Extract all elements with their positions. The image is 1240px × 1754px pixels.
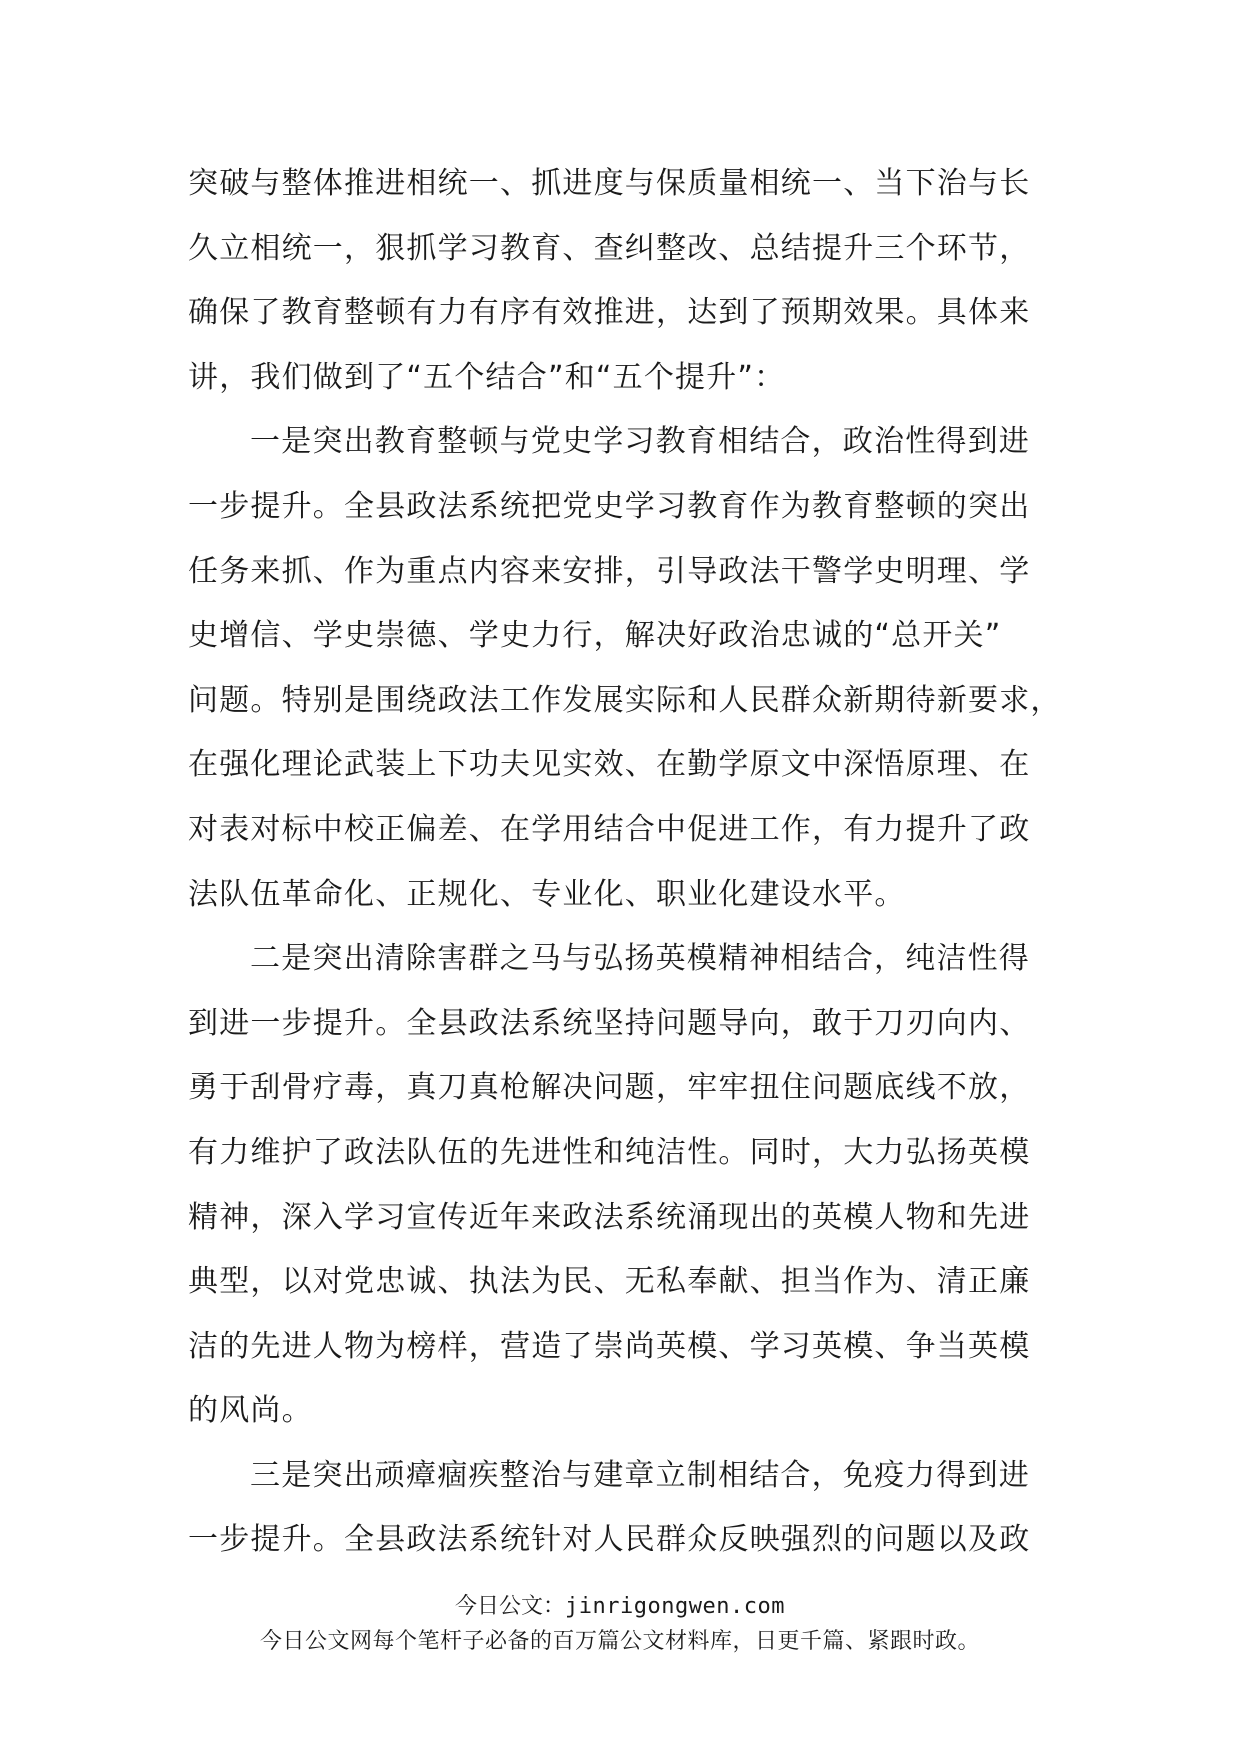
footer-tagline: 今日公文网每个笔杆子必备的百万篇公文材料库，日更千篇、紧跟时政。 — [259, 1629, 980, 1654]
text-line: 问题。特别是围绕政法工作发展实际和人民群众新期待新要求， — [188, 682, 1062, 718]
text-line: 勇于刮骨疗毒，真刀真枪解决问题，牢牢扭住问题底线不放， — [188, 1070, 1031, 1106]
text-line: 典型，以对党忠诚、执法为民、无私奉献、担当作为、清正廉 — [188, 1264, 1031, 1300]
document-body — [188, 152, 1068, 1573]
text-line: 的风尚。 — [188, 1393, 313, 1429]
text-line: 对表对标中校正偏差、在学用结合中促进工作，有力提升了政 — [188, 811, 1031, 847]
text-line: 有力维护了政法队伍的先进性和纯洁性。同时，大力弘扬英模 — [188, 1134, 1031, 1170]
paragraph-start-line: 一是突出教育整顿与党史学习教育相结合，政治性得到进 — [250, 424, 1030, 460]
footer-url-link[interactable]: jinrigongwen.com — [565, 1594, 785, 1619]
text-line: 突破与整体推进相统一、抓进度与保质量相统一、当下治与长 — [188, 166, 1031, 201]
paragraph-start-line: 三是突出顽瘴痼疾整治与建章立制相结合，免疫力得到进 — [250, 1457, 1030, 1493]
text-line: 史增信、学史崇德、学史力行，解决好政治忠诚的“总开关” — [188, 618, 1002, 654]
paragraph-start-line: 二是突出清除害群之马与弘扬英模精神相结合，纯洁性得 — [250, 941, 1030, 977]
text-line: 任务来抓、作为重点内容来安排，引导政法干警学史明理、学 — [188, 553, 1031, 589]
text-line: 到进一步提升。全县政法系统坚持问题导向，敢于刀刃向内、 — [188, 1005, 1031, 1041]
text-line: 一步提升。全县政法系统针对人民群众反映强烈的问题以及政 — [188, 1522, 1031, 1558]
text-line: 洁的先进人物为榜样，营造了崇尚英模、学习英模、争当英模 — [188, 1328, 1031, 1364]
text-line: 久立相统一，狠抓学习教育、查纠整改、总结提升三个环节， — [188, 230, 1031, 266]
text-line: 确保了教育整顿有力有序有效推进，达到了预期效果。具体来 — [188, 295, 1031, 331]
text-line: 一步提升。全县政法系统把党史学习教育作为教育整顿的突出 — [188, 488, 1031, 524]
text-line: 在强化理论武装上下功夫见实效、在勤学原文中深悟原理、在 — [188, 747, 1031, 783]
text-line: 讲，我们做到了“五个结合”和“五个提升”： — [188, 359, 786, 395]
text-line: 法队伍革命化、正规化、专业化、职业化建设水平。 — [188, 876, 906, 912]
footer-label: 今日公文： — [455, 1594, 566, 1619]
text-line: 精神，深入学习宣传近年来政法系统涌现出的英模人物和先进 — [188, 1199, 1031, 1235]
footer-site-line — [0, 1592, 1240, 1622]
